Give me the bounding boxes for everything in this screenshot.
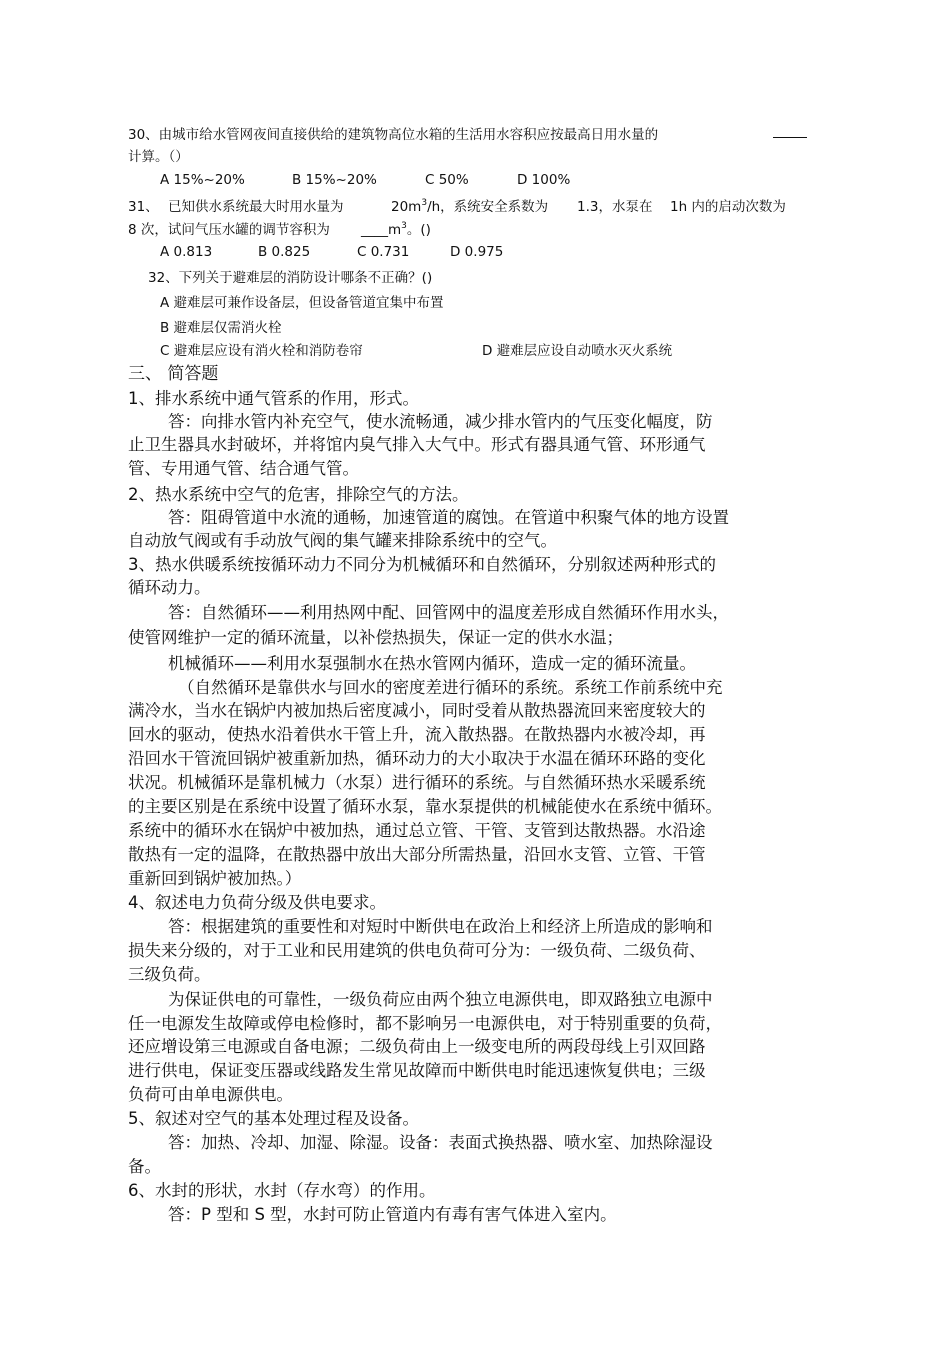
answer-3-line12: 重新回到锅炉被加热。）: [128, 869, 302, 888]
answer-3-line5: 满冷水，当水在锅炉内被加热后密度减小，同时受着从散热器流回来密度较大的: [128, 701, 706, 720]
answer-5-line2: 备。: [128, 1157, 161, 1176]
q31-part1: 已知供水系统最大时用水量为: [168, 199, 344, 215]
answer-4-line3: 三级负荷。: [128, 965, 211, 984]
q30-option-d: D 100%: [517, 172, 571, 188]
answer-3-line10: 系统中的循环水在锅炉中被加热，通过总立管、干管、支管到达散热器。水沿途: [128, 821, 706, 840]
answer-2-line1: 答：阻碍管道中水流的通畅，加速管道的腐蚀。在管道中积聚气体的地方设置: [168, 508, 729, 527]
q31-line2b: $\_\_\_\_m^3$。(): [361, 221, 431, 238]
answer-5-line1: 答：加热、冷却、加湿、除湿。设备：表面式换热器、喷水室、加热除湿设: [168, 1133, 713, 1152]
q32-option-b: B 避难层仅需消火栓: [160, 320, 282, 336]
answer-4-line6: 还应增设第三电源或自备电源；二级负荷由上一级变电所的两段母线上引双回路: [128, 1037, 706, 1056]
answer-3-line3: 机械循环——利用水泵强制水在热水管网内循环，造成一定的循环流量。: [168, 654, 696, 673]
answer-4-line1: 答：根据建筑的重要性和对短时中断供电在政治上和经济上所造成的影响和: [168, 917, 713, 936]
q30-option-a: A 15%~20%: [160, 172, 245, 188]
answer-4-line4: 为保证供电的可靠性，一级负荷应由两个独立电源供电，即双路独立电源中: [168, 990, 713, 1009]
answer-3-line7: 沿回水干管流回锅炉被重新加热，循环动力的大小取决于水温在循环环路的变化: [128, 749, 706, 768]
question-1: 1、排水系统中通气管系的作用，形式。: [128, 389, 419, 408]
q30-cont: 计算。（）: [128, 149, 189, 165]
answer-3-line4: （自然循环是靠供水与回水的密度差进行循环的系统。系统工作前系统中充: [178, 678, 723, 697]
answer-6-line1: 答：P 型和 S 型，水封可防止管道内有毒有害气体进入室内。: [168, 1205, 617, 1224]
q31-num: 31、: [128, 199, 159, 215]
answer-3-line8: 状况。机械循环是靠机械力（水泵）进行循环的系统。与自然循环热水采暖系统: [128, 773, 706, 792]
q31-option-d: D 0.975: [450, 244, 504, 260]
q31-option-a: A 0.813: [160, 244, 213, 260]
q30-option-b: B 15%~20%: [292, 172, 377, 188]
answer-4-line8: 负荷可由单电源供电。: [128, 1085, 293, 1104]
answer-3-line9: 的主要区别是在系统中设置了循环水泵，靠水泵提供的机械能使水在系统中循环。: [128, 797, 722, 816]
answer-2-line2: 自动放气阀或有手动放气阀的集气罐来排除系统中的空气。: [128, 531, 557, 550]
q32-option-a: A 避难层可兼作设备层，但设备管道宜集中布置: [160, 295, 444, 311]
q32-option-c: C 避难层应设有消火栓和消防卷帘: [160, 343, 363, 359]
question-4: 4、叙述电力负荷分级及供电要求。: [128, 893, 386, 912]
answer-4-line2: 损失来分级的，对于工业和民用建筑的供电负荷可分为：一级负荷、二级负荷、: [128, 941, 706, 960]
answer-3-line11: 散热有一定的温降，在散热器中放出大部分所需热量，沿回水支管、立管、干管: [128, 845, 706, 864]
q31-value2: 1.3，水泵在: [577, 199, 653, 215]
answer-3-line6: 回水的驱动，使热水沿着供水干管上升，流入散热器。在散热器内水被冷却，再: [128, 725, 706, 744]
question-3-line2: 循环动力。: [128, 578, 211, 597]
q31-line2a: 8 次，试问气压水罐的调节容积为: [128, 222, 330, 238]
question-6: 6、水封的形状，水封（存水弯）的作用。: [128, 1181, 436, 1200]
q30-option-c: C 50%: [425, 172, 469, 188]
question-3-line1: 3、热水供暖系统按循环动力不同分为机械循环和自然循环，分别叙述两种形式的: [128, 555, 716, 574]
answer-1-line2: 止卫生器具水封破坏，并将馆内臭气排入大气中。形式有器具通气管、环形通气: [128, 435, 706, 454]
q31-option-c: C 0.731: [357, 244, 410, 260]
answer-1-line1: 答：向排水管内补充空气，使水流畅通，减少排水管内的气压变化幅度，防: [168, 412, 713, 431]
answer-4-line7: 进行供电，保证变压器或线路发生常见故障而中断供电时能迅速恢复供电；三级: [128, 1061, 706, 1080]
answer-1-line3: 管、专用通气管、结合通气管。: [128, 459, 359, 478]
q32-text: 32、下列关于避难层的消防设计哪条不正确？(): [148, 270, 433, 286]
question-5: 5、叙述对空气的基本处理过程及设备。: [128, 1109, 419, 1128]
q30-blank: [773, 137, 807, 138]
q30-text: 30、由城市给水管网夜间直接供给的建筑物高位水箱的生活用水容积应按最高日用水量的: [128, 127, 659, 143]
answer-3-line1: 答：自然循环——利用热网中配、回管网中的温度差形成自然循环作用水头，: [168, 603, 729, 622]
answer-3-line2: 使管网维护一定的循环流量，以补偿热损失，保证一定的供水水温；: [128, 628, 623, 647]
question-2: 2、热水系统中空气的危害，排除空气的方法。: [128, 485, 469, 504]
answer-4-line5: 任一电源发生故障或停电检修时，都不影响另一电源供电，对于特别重要的负荷，: [128, 1014, 722, 1033]
q32-option-d: D 避难层应设自动喷水灭火系统: [482, 343, 673, 359]
q31-value1: $20m^3/h$，系统安全系数为: [391, 198, 549, 215]
q31-value3: 1h 内的启动次数为: [670, 199, 786, 215]
q31-option-b: B 0.825: [258, 244, 311, 260]
section-heading: 三、 简答题: [128, 364, 219, 384]
